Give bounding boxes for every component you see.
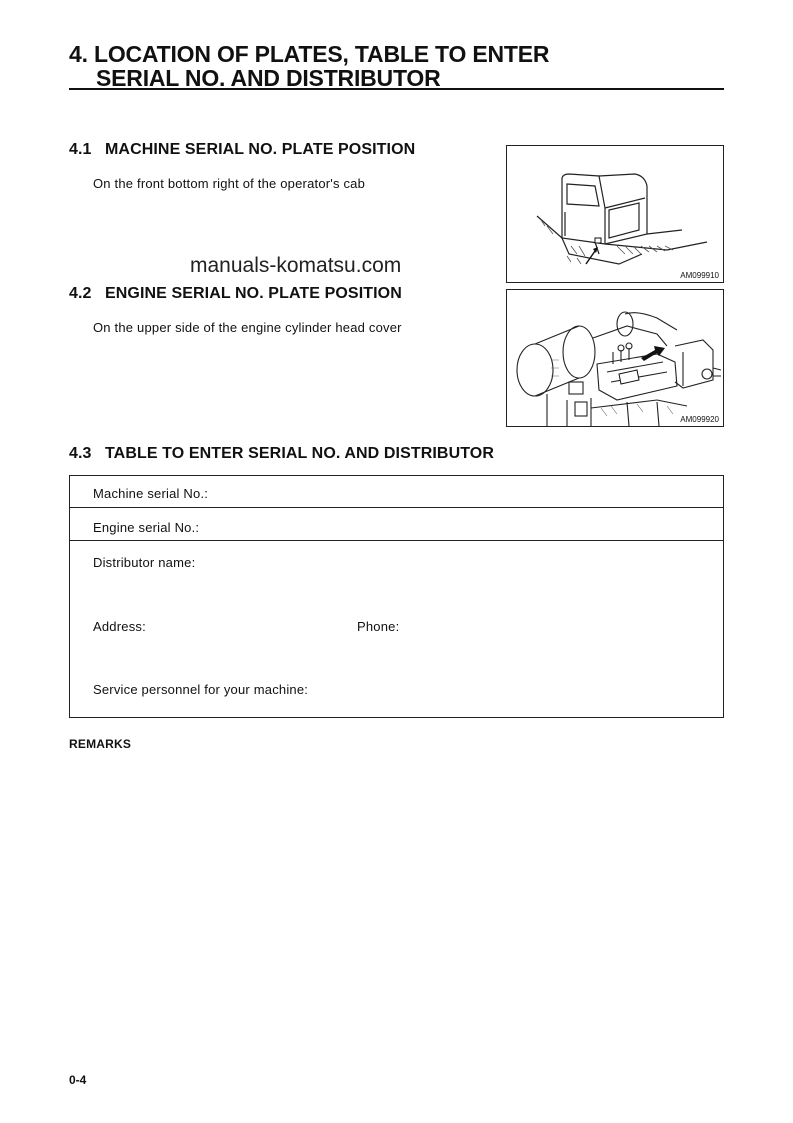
section-4-3-heading — [69, 445, 494, 463]
machine-serial-row[interactable] — [70, 476, 723, 508]
remarks-heading: REMARKS — [69, 737, 132, 751]
phone-label: Phone: — [357, 619, 400, 634]
engine-head-illustration — [507, 290, 723, 426]
watermark-text: manuals-komatsu.com — [190, 254, 402, 277]
serial-distributor-table — [69, 475, 724, 718]
figure-code: AM099910 — [680, 271, 719, 280]
section-title: MACHINE SERIAL NO. PLATE POSITION — [105, 141, 416, 158]
plate-location-marker — [619, 370, 639, 384]
section-4-1-text: On the front bottom right of the operator's cab — [93, 176, 366, 191]
title-divider — [69, 88, 724, 90]
page-number: 0-4 — [69, 1073, 87, 1087]
section-title: TABLE TO ENTER SERIAL NO. AND DISTRIBUTOR — [105, 445, 495, 462]
section-number: 4.3 — [69, 445, 92, 462]
plate-location-marker — [595, 238, 601, 243]
machine-serial-label: Machine serial No.: — [93, 486, 209, 501]
chapter-title-line2: SERIAL NO. AND DISTRIBUTOR — [96, 65, 441, 91]
engine-serial-label: Engine serial No.: — [93, 520, 200, 535]
address-label: Address: — [93, 619, 146, 634]
arrow-icon — [641, 346, 665, 361]
engine-plate-figure — [506, 289, 724, 427]
engine-serial-row[interactable] — [70, 508, 723, 541]
service-personnel-label: Service personnel for your machine: — [93, 682, 309, 697]
figure-code: AM099920 — [680, 415, 719, 424]
section-number: 4.2 — [69, 285, 92, 302]
distributor-block[interactable] — [70, 541, 723, 717]
section-4-1-heading — [69, 141, 415, 159]
chapter-title-line1: 4. LOCATION OF PLATES, TABLE TO ENTER — [69, 41, 550, 67]
distributor-name-label: Distributor name: — [93, 555, 196, 570]
section-4-2-heading — [69, 285, 402, 303]
machine-plate-figure — [506, 145, 724, 283]
chapter-title — [69, 42, 729, 90]
section-4-2-text: On the upper side of the engine cylinder head cover — [93, 320, 402, 335]
operator-cab-illustration — [507, 146, 723, 282]
section-title: ENGINE SERIAL NO. PLATE POSITION — [105, 285, 402, 302]
section-number: 4.1 — [69, 141, 92, 158]
